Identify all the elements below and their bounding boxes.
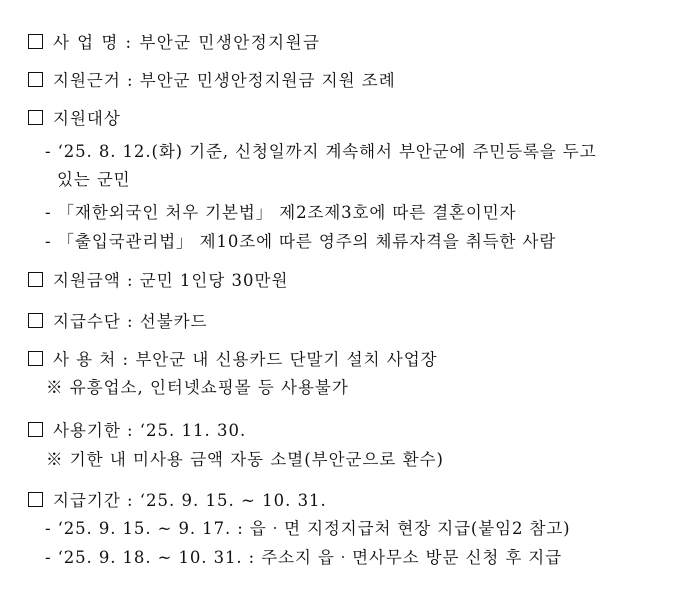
item-text: 지원근거 : 부안군 민생안정지원금 지원 조례 (53, 71, 396, 90)
checkbox-square-icon (28, 34, 43, 49)
item-text: 지급기간 : ‘25. 9. 15. ~ 10. 31. (53, 491, 327, 510)
item-text: 사 업 명 : 부안군 민생안정지원금 (53, 33, 321, 52)
item-text: 사 용 처 : 부안군 내 신용카드 단말기 설치 사업장 (53, 350, 438, 369)
item-text: 지원대상 (53, 109, 121, 128)
checkbox-square-icon (28, 72, 43, 87)
usage-place-note: ※ 유흥업소, 인터넷쇼핑몰 등 사용불가 (46, 378, 349, 397)
checkbox-square-icon (28, 492, 43, 507)
item-support-target (28, 108, 121, 130)
checkbox-square-icon (28, 110, 43, 125)
period-detail-2: - ‘25. 9. 18. ~ 10. 31. : 주소지 읍‧면사무소 방문 신청 후 지급 (45, 548, 562, 567)
item-usage-deadline (28, 420, 246, 442)
checkbox-square-icon (28, 272, 43, 287)
target-detail-3: - 「출입국관리법」 제10조에 따른 영주의 체류자격을 취득한 사람 (45, 232, 557, 251)
item-text: 사용기한 : ‘25. 11. 30. (53, 421, 247, 440)
checkbox-square-icon (28, 313, 43, 328)
target-detail-2: - 「재한외국인 처우 기본법」 제2조제3호에 따른 결혼이민자 (45, 203, 517, 222)
checkbox-square-icon (28, 422, 43, 437)
period-detail-1: - ‘25. 9. 15. ~ 9. 17. : 읍‧면 지정지급처 현장 지급(붙임2 참고) (45, 519, 571, 538)
item-text: 지급수단 : 선불카드 (53, 312, 208, 331)
item-support-amount (28, 270, 288, 292)
item-usage-place (28, 349, 438, 371)
item-project-name (28, 32, 321, 54)
item-payment-means (28, 311, 208, 333)
target-detail-1: - ‘25. 8. 12.(화) 기준, 신청일까지 계속해서 부안군에 주민등록을 두고 (45, 142, 597, 161)
target-detail-1-cont: 있는 군민 (57, 170, 131, 189)
usage-deadline-note: ※ 기한 내 미사용 금액 자동 소멸(부안군으로 환수) (46, 450, 444, 469)
item-payment-period (28, 490, 327, 512)
item-legal-basis (28, 70, 396, 92)
checkbox-square-icon (28, 351, 43, 366)
item-text: 지원금액 : 군민 1인당 30만원 (53, 271, 289, 290)
